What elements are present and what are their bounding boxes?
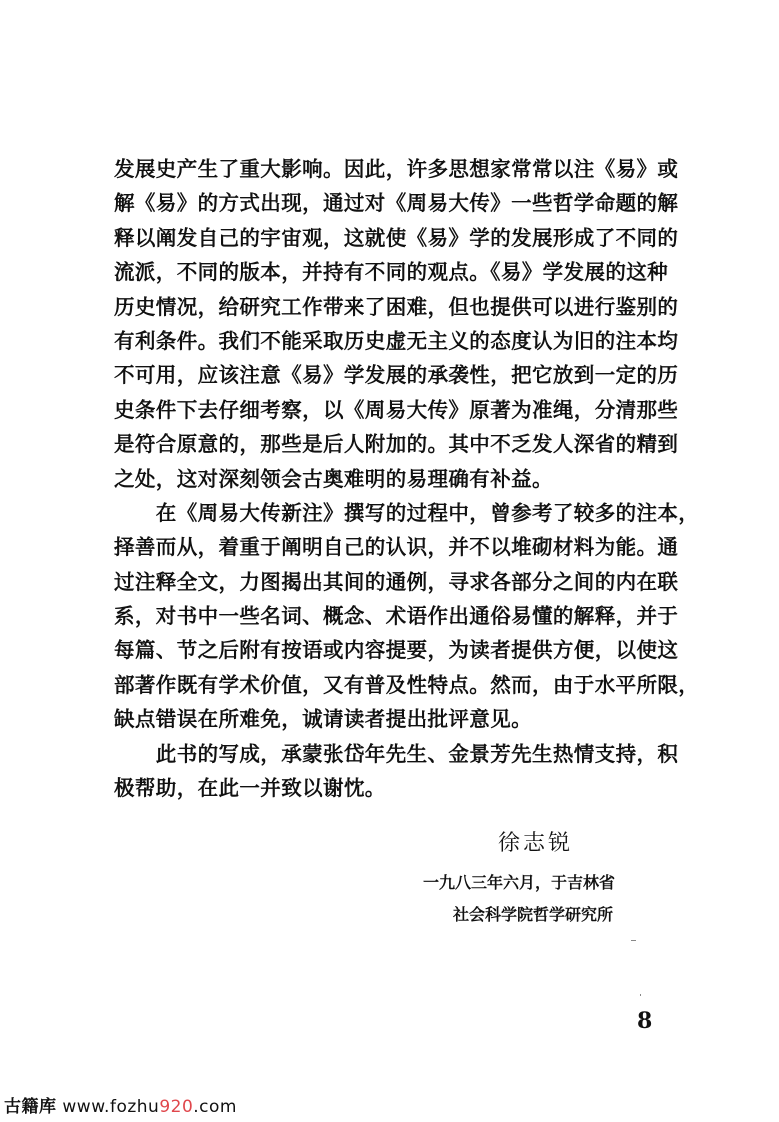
text-line: 有利条件。我们不能采取历史虚无主义的态度认为旧的注本均	[114, 328, 679, 353]
watermark-url-suffix: .com	[193, 1097, 237, 1117]
text-line: 过注释全文，力图揭出其间的通例，寻求各部分之间的内在联	[114, 569, 679, 594]
scan-speck	[640, 994, 641, 996]
text-line: 发展史产生了重大影响。因此，许多思想家常常以注《易》或	[114, 157, 679, 181]
watermark-brand: 古籍库	[4, 1097, 57, 1117]
text-line: 史条件下去仔细考察，以《周易大传》原著为准绳，分清那些	[114, 397, 679, 422]
page-number: 8	[637, 1008, 653, 1034]
text-line: 缺点错误在所难免，诚请读者提出批评意见。	[114, 707, 532, 732]
text-line: 部著作既有学术价值，又有普及性特点。然而，由于水平所限，	[114, 672, 700, 697]
text-line: 每篇、节之后附有按语或内容提要，为读者提供方便，以使这	[114, 638, 679, 663]
text-line: 此书的写成，承蒙张岱年先生、金景芳先生热情支持，积	[114, 741, 679, 766]
text-line: 流派，不同的版本，并持有不同的观点。《易》学发展的这种	[114, 260, 669, 285]
site-watermark	[4, 1092, 237, 1117]
text-line: 极帮助，在此一并致以谢忱。	[114, 776, 386, 801]
date-line: 一九八三年六月，于吉林省	[423, 873, 616, 892]
scan-speck	[631, 940, 636, 941]
text-line: 在《周易大传新注》撰写的过程中，曾参考了较多的注本，	[114, 500, 700, 525]
text-line: 系，对书中一些名词、概念、术语作出通俗易懂的解释，并于	[114, 604, 679, 629]
text-line: 择善而从，着重于阐明自己的认识，并不以堆砌材料为能。通	[114, 535, 679, 560]
watermark-url-prefix: www.fozhu	[62, 1097, 160, 1117]
watermark-url-number: 920	[159, 1097, 194, 1117]
text-line: 不可用，应该注意《易》学发展的承袭性，把它放到一定的历	[114, 363, 679, 388]
body-text	[114, 152, 700, 805]
text-line: 解《易》的方式出现，通过对《周易大传》一些哲学命题的解	[114, 191, 679, 216]
text-line: 之处，这对深刻领会古奥难明的易理确有补益。	[114, 466, 553, 491]
institution-line: 社会科学院哲学研究所	[453, 905, 614, 924]
text-line: 历史情况，给研究工作带来了困难，但也提供可以进行鉴别的	[114, 294, 679, 319]
text-line: 是符合原意的，那些是后人附加的。其中不乏发人深省的精到	[114, 432, 679, 457]
text-line: 释以阐发自己的宇宙观，这就使《易》学的发展形成了不同的	[114, 225, 679, 250]
author-signature: 徐志锐	[498, 831, 574, 856]
